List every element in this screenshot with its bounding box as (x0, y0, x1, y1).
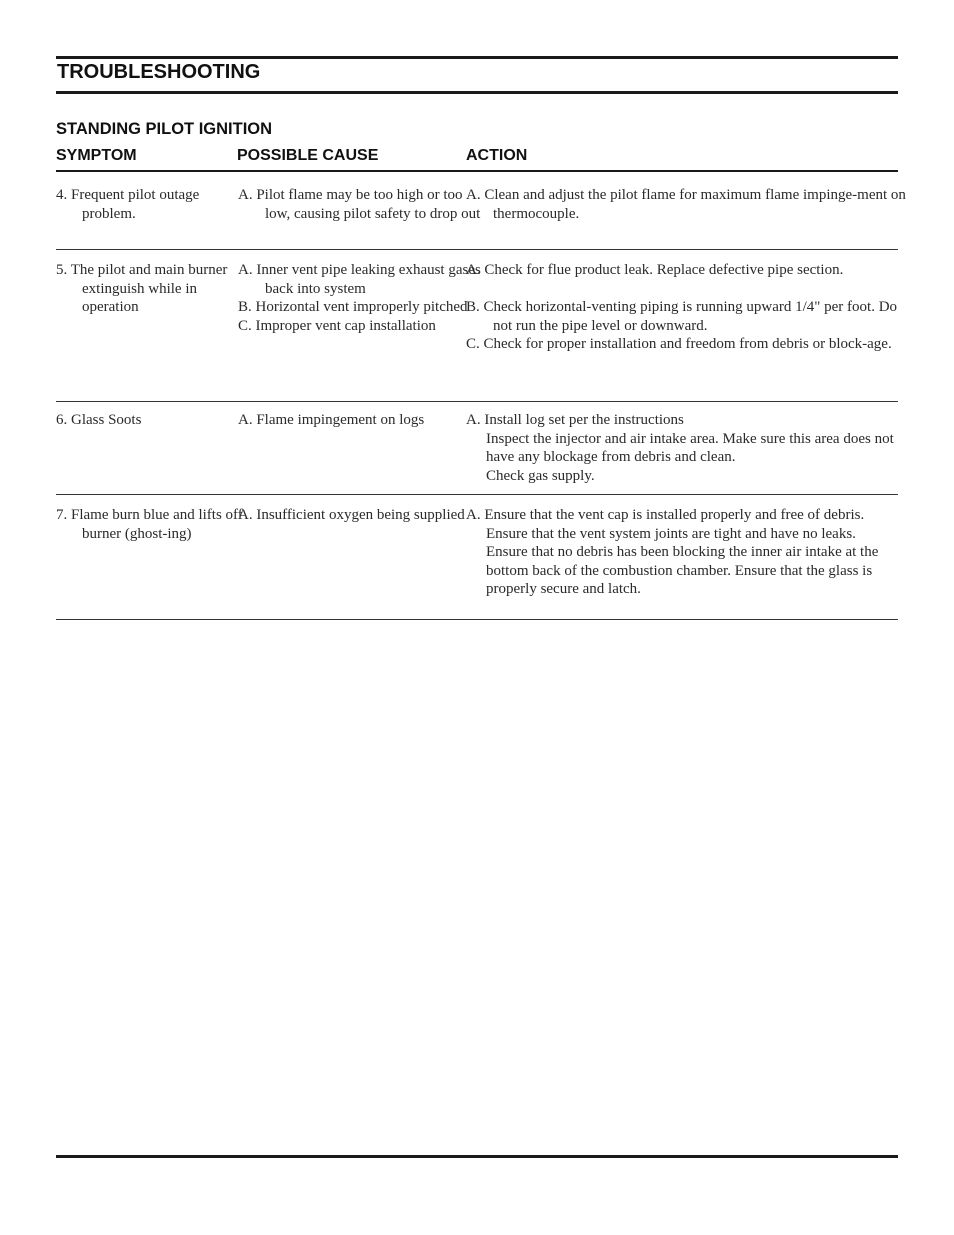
action-cell (466, 411, 901, 485)
symptom-cell (56, 411, 252, 430)
action-item: A. Clean and adjust the pilot flame for maximum flame impinge-ment on thermocouple. (466, 187, 906, 222)
cause-item: A. Insufficient oxygen being supplied (238, 507, 465, 523)
top-rule (56, 56, 898, 59)
troubleshooting-table (56, 172, 906, 620)
cause-cell (238, 186, 487, 223)
symptom-cell (56, 186, 252, 223)
symptom-text: 6. Glass Soots (56, 412, 142, 428)
action-item: Inspect the injector and air intake area. Make sure this area does not have any blockage from debris and clean. (486, 430, 894, 466)
symptom-text: 7. Flame burn blue and lifts off burner (ghost-ing) (56, 507, 243, 542)
cause-item: A. Inner vent pipe leaking exhaust gases back into system (238, 262, 481, 297)
action-cell (466, 186, 928, 223)
action-cell (466, 261, 901, 354)
table-row (56, 172, 906, 250)
cause-cell (238, 411, 460, 430)
table-row (56, 495, 898, 620)
action-item: A. Install log set per the instructions (466, 412, 684, 428)
section-title: STANDING PILOT IGNITION (56, 120, 273, 138)
action-item: Ensure that no debris has been blocking the inner air intake at the bottom back of the combustion chamber. Ensure that the glass is properly secure and latch. (486, 544, 879, 598)
table-row (56, 402, 898, 495)
symptom-cell (56, 506, 252, 543)
cause-item: B. Horizontal vent improperly pitched (238, 299, 468, 316)
column-header-cause: POSSIBLE CAUSE (237, 147, 379, 164)
action-item: Ensure that the vent system joints are tight and have no leaks. (486, 525, 856, 542)
action-item: C. Check for proper installation and freedom from debris or block-age. (466, 336, 892, 353)
action-item: Check gas supply. (486, 467, 595, 484)
page-title: TROUBLESHOOTING (57, 61, 261, 83)
cause-cell (238, 506, 480, 525)
cause-item: A. Flame impingement on logs (238, 412, 425, 428)
bottom-rule (56, 1155, 898, 1158)
title-rule (56, 91, 898, 94)
symptom-cell (56, 261, 252, 317)
action-item: A. Ensure that the vent cap is installed properly and free of debris. (466, 507, 865, 523)
cause-cell (238, 261, 487, 335)
action-item: B. Check horizontal-venting piping is running upward 1/4" per foot. Do not run the pipe level or downward. (466, 299, 898, 334)
column-header-symptom: SYMPTOM (56, 147, 137, 164)
action-cell (466, 506, 901, 599)
column-header-action: ACTION (466, 147, 528, 164)
table-row (56, 250, 898, 402)
cause-item: A. Pilot flame may be too high or too low, causing pilot safety to drop out (238, 187, 481, 222)
symptom-text: 5. The pilot and main burner extinguish while in operation (56, 262, 228, 316)
cause-item: C. Improper vent cap installation (238, 317, 436, 334)
action-item: A. Check for flue product leak. Replace defective pipe section. (466, 262, 844, 278)
symptom-text: 4. Frequent pilot outage problem. (56, 187, 200, 222)
